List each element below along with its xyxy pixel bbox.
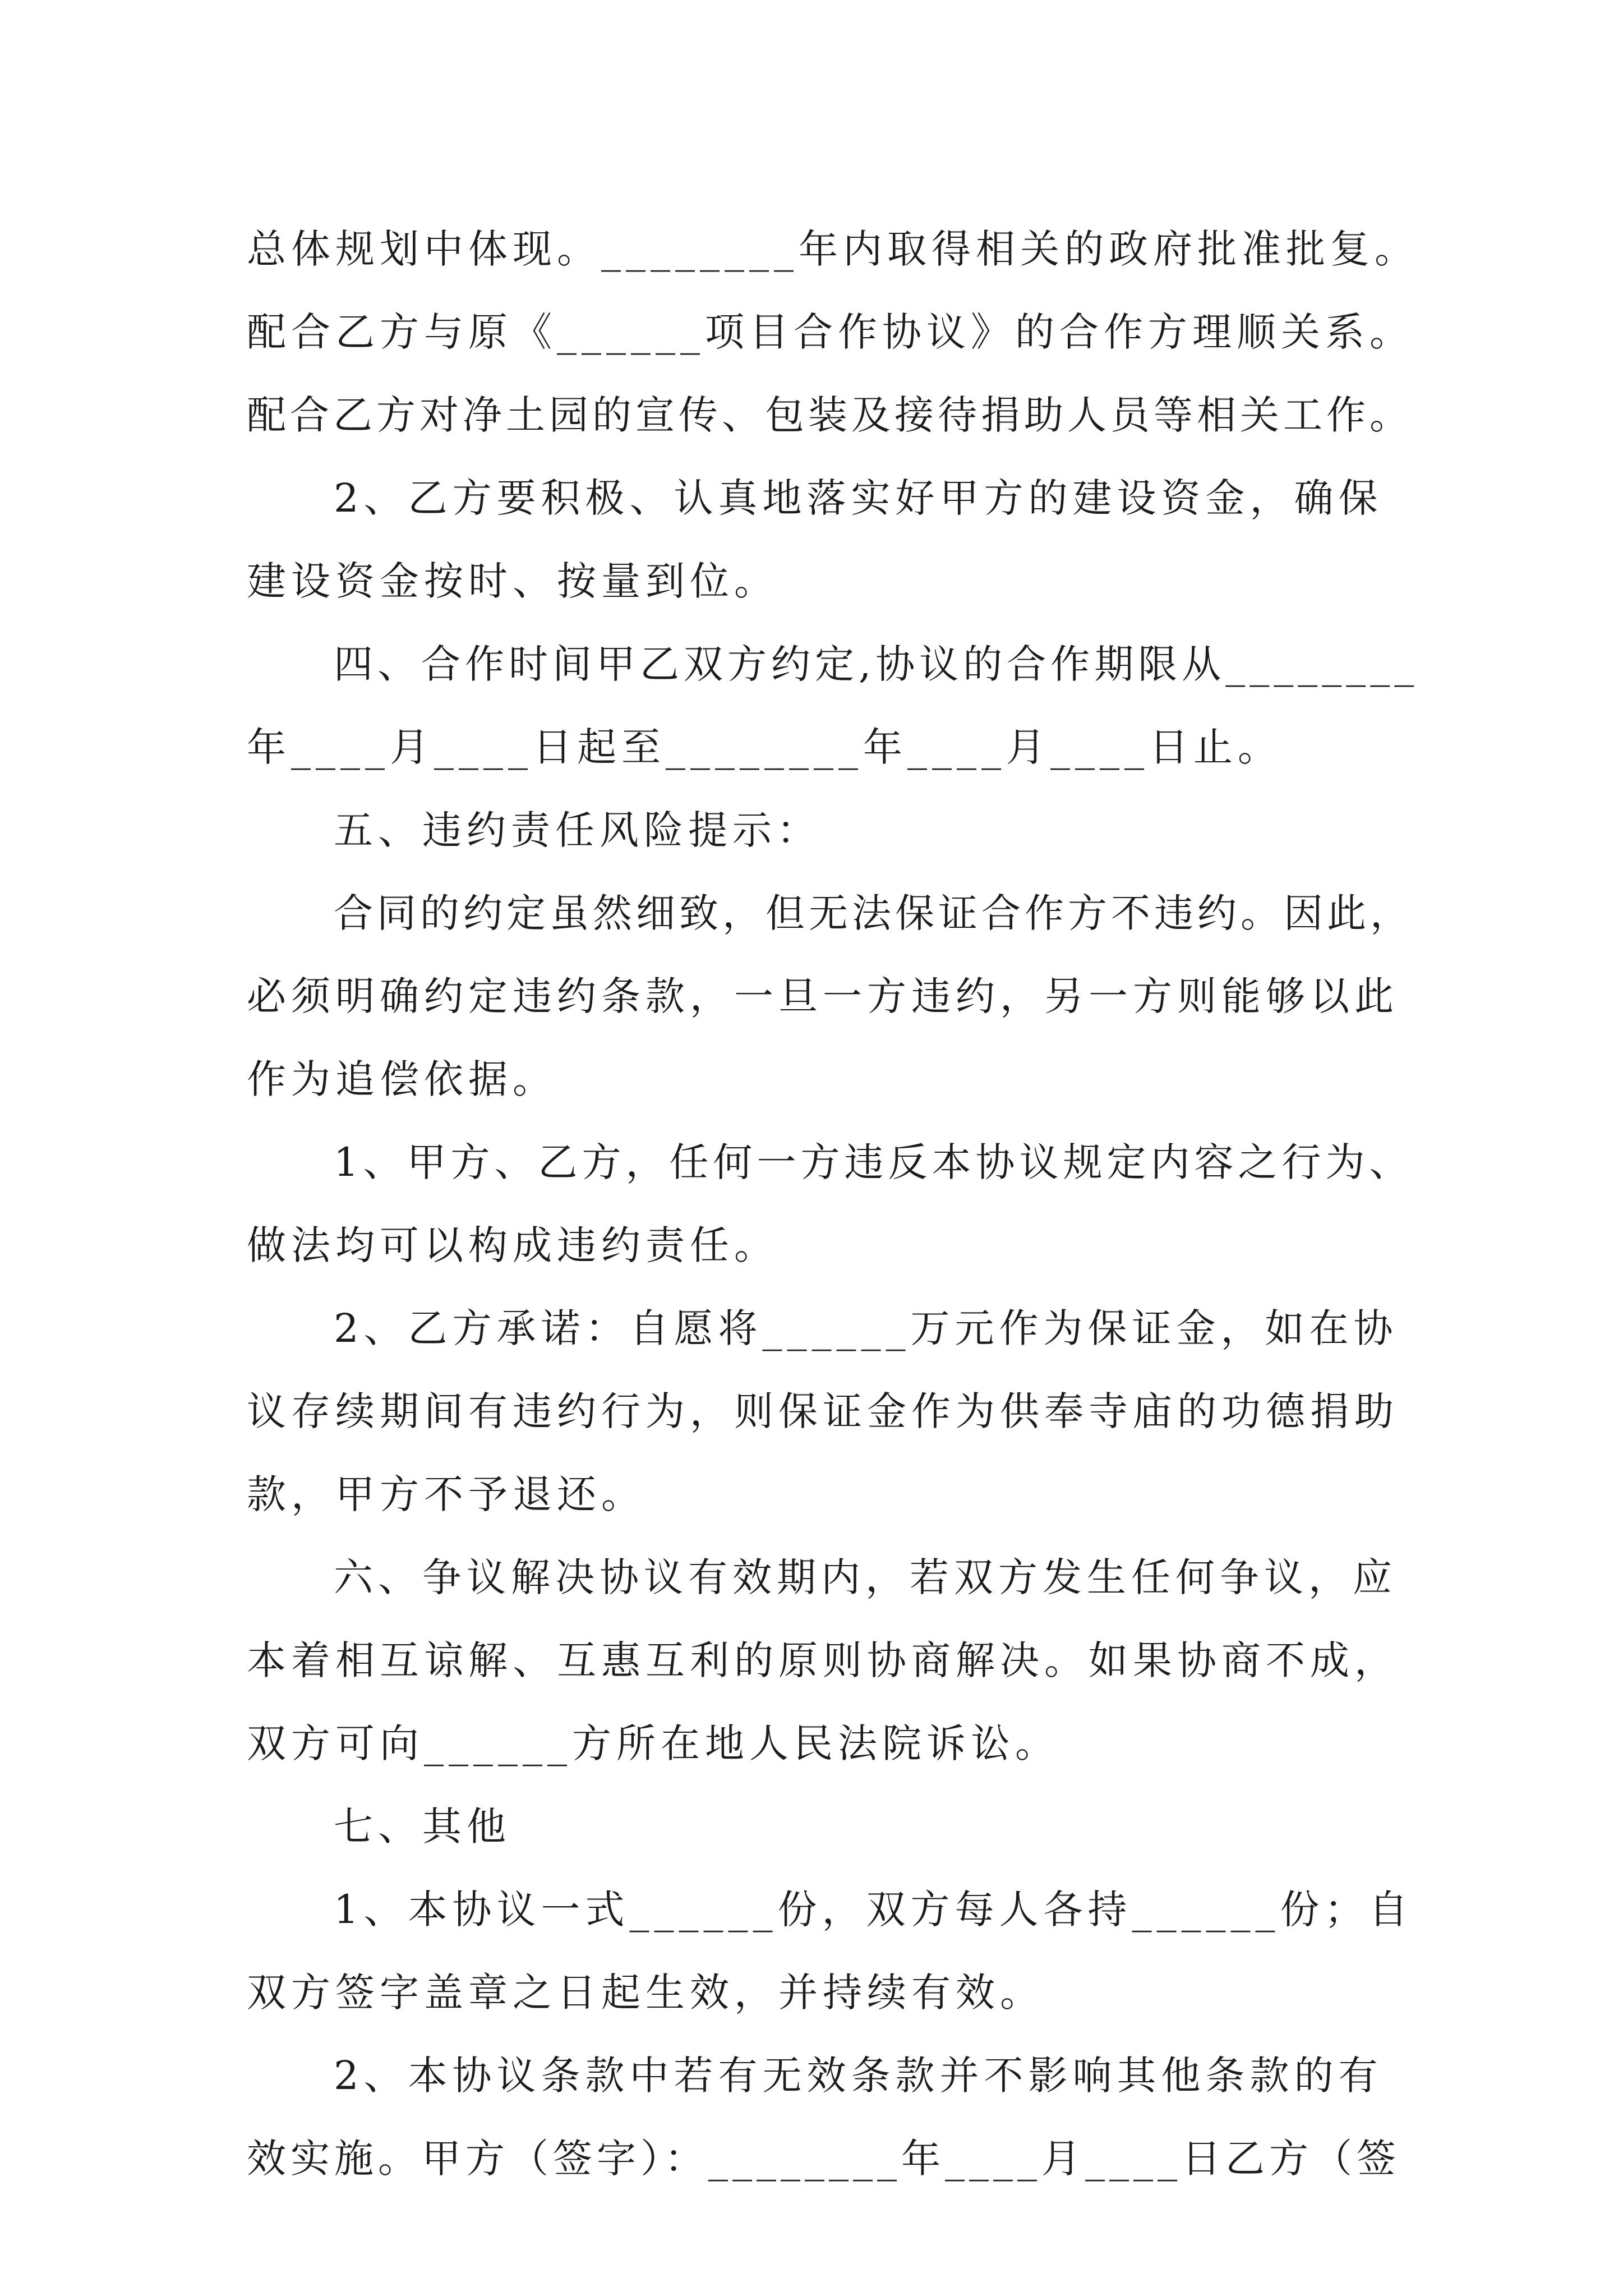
paragraph-line: 议存续期间有违约行为，则保证金作为供奉寺庙的功德捐助	[247, 1388, 1399, 1434]
paragraph-line: 双方可向______方所在地人民法院诉讼。	[247, 1720, 1059, 1766]
paragraph-first-line: 合同的约定虽然细致，但无法保证合作方不违约。因此，	[334, 890, 1413, 936]
paragraph-first-line: 四、合作时间甲乙双方约定,协议的合作期限从________	[334, 641, 1419, 687]
paragraph-first-line: 七、其他	[334, 1803, 511, 1849]
paragraph-line: 款，甲方不予退还。	[247, 1471, 645, 1517]
paragraph-first-line: 2、乙方承诺：自愿将______万元作为保证金，如在协	[334, 1305, 1398, 1351]
paragraph-line: 年____月____日起至________年____月____日止。	[247, 724, 1282, 770]
paragraph-line: 本着相互谅解、互惠互利的原则协商解决。如果协商不成，	[247, 1637, 1399, 1683]
paragraph-first-line: 五、违约责任风险提示：	[334, 807, 821, 853]
paragraph-first-line: 2、乙方要积极、认真地落实好甲方的建设资金，确保	[334, 475, 1383, 521]
paragraph-line: 配合乙方对净土园的宣传、包装及接待捐助人员等相关工作。	[247, 392, 1413, 438]
paragraph-line: 做法均可以构成违约责任。	[247, 1222, 778, 1268]
paragraph-line: 总体规划中体现。________年内取得相关的政府批准批复。	[247, 226, 1419, 272]
paragraph-first-line: 1、甲方、乙方，任何一方违反本协议规定内容之行为、	[334, 1139, 1413, 1185]
paragraph-line: 效实施。甲方（签字）：________年____月____日乙方（签	[247, 2136, 1400, 2182]
paragraph-line: 双方签字盖章之日起生效，并持续有效。	[247, 1970, 1044, 2016]
paragraph-first-line: 1、本协议一式______份，双方每人各持______份；自	[334, 1887, 1413, 1932]
paragraph-line: 必须明确约定违约条款，一旦一方违约，另一方则能够以此	[247, 973, 1399, 1019]
paragraph-first-line: 2、本协议条款中若有无效条款并不影响其他条款的有	[334, 2053, 1383, 2099]
paragraph-line: 作为追偿依据。	[247, 1056, 557, 1102]
paragraph-first-line: 六、争议解决协议有效期内，若双方发生任何争议，应	[334, 1554, 1397, 1600]
document-body	[247, 208, 1419, 2200]
paragraph-line: 建设资金按时、按量到位。	[247, 558, 778, 604]
paragraph-line: 配合乙方与原《______项目合作协议》的合作方理顺关系。	[247, 309, 1414, 355]
